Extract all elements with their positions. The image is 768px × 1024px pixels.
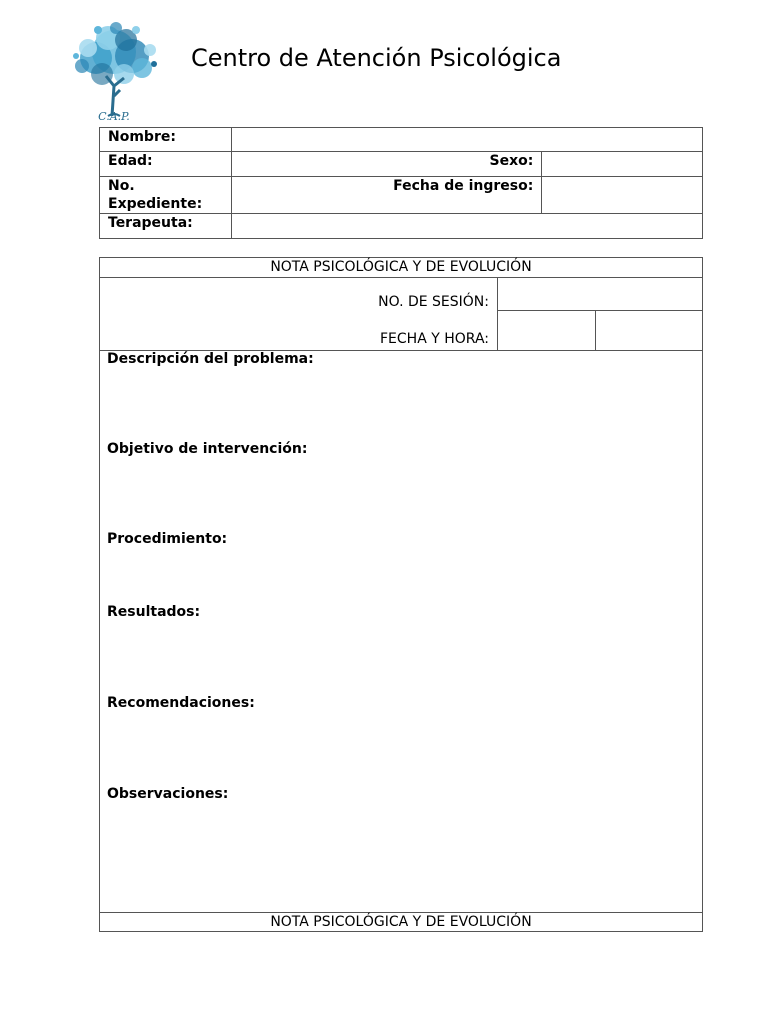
datetime-label: FECHA Y HORA:	[380, 331, 489, 347]
session-divider	[497, 278, 498, 350]
nombre-label: Nombre:	[100, 128, 232, 152]
patient-info-table	[99, 127, 703, 239]
recomendaciones-label: Recomendaciones:	[107, 695, 255, 711]
session-block	[100, 278, 702, 351]
datetime-divider	[595, 310, 596, 350]
edad-label: Edad:	[100, 152, 232, 177]
logo-text: C.A.P.	[98, 110, 130, 123]
session-row-divider	[497, 310, 702, 311]
procedimiento-label: Procedimiento:	[107, 531, 228, 547]
problema-label: Descripción del problema:	[107, 351, 314, 367]
sexo-field[interactable]	[542, 152, 703, 177]
resultados-label: Resultados:	[107, 604, 201, 620]
terapeuta-field[interactable]	[231, 214, 702, 239]
page-title: Centro de Atención Psicológica	[191, 44, 562, 72]
note-heading: NOTA PSICOLÓGICA Y DE EVOLUCIÓN	[100, 258, 702, 278]
observaciones-label: Observaciones:	[107, 786, 229, 802]
objetivo-label: Objetivo de intervención:	[107, 441, 308, 457]
sexo-label: Sexo:	[231, 152, 541, 177]
session-number-label: NO. DE SESIÓN:	[378, 294, 489, 310]
fecha-ingreso-label: Fecha de ingreso:	[231, 177, 541, 214]
expediente-label: No. Expediente:	[100, 177, 232, 214]
fecha-ingreso-field[interactable]	[542, 177, 703, 214]
tree-logo	[68, 20, 160, 124]
nombre-field[interactable]	[231, 128, 702, 152]
tree-foliage	[73, 22, 157, 85]
terapeuta-label: Terapeuta:	[100, 214, 232, 239]
evolution-note	[99, 257, 703, 932]
note-footer: NOTA PSICOLÓGICA Y DE EVOLUCIÓN	[100, 912, 702, 932]
